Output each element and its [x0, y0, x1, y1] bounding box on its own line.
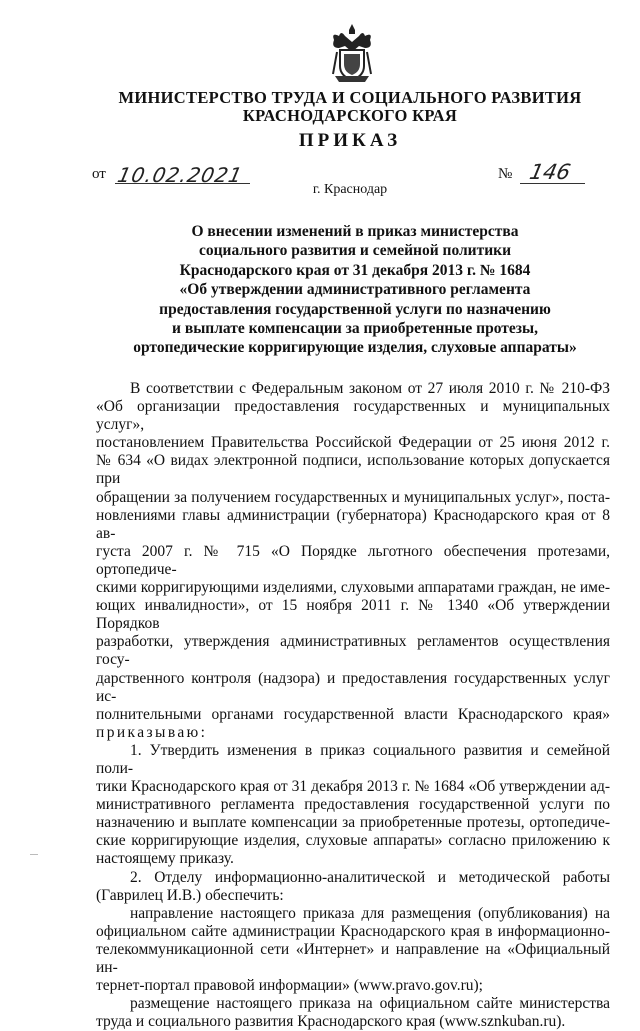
ministry-name-line2: КРАСНОДАРСКОГО КРАЯ: [242, 106, 458, 125]
document-type-heading: ПРИКАЗ: [298, 130, 402, 151]
body-line: обращении за получением государственных и муниципальных услуг», поста-: [96, 488, 610, 506]
ministry-name-line1: МИНИСТЕРСТВО ТРУДА И СОЦИАЛЬНОГО РАЗВИТИЯ: [118, 88, 582, 107]
scan-margin-mark: [30, 854, 38, 855]
document-body: [96, 380, 610, 1031]
body-line: В соответствии с Федеральным законом от 27 июля 2010 г. № 210-ФЗ: [130, 380, 610, 397]
body-line: телекоммуникационной сети «Интернет» и направление на «Официальный ин-: [96, 940, 610, 976]
body-line: новлениями главы администрации (губернатора) Краснодарского края от 8 ав-: [96, 506, 610, 542]
body-line: скими корригирующими изделиями, слуховыми аппаратами граждан, не име-: [96, 579, 610, 597]
body-line: направление настоящего приказа для размещения (опубликования) на: [130, 904, 610, 922]
body-line: (Гаврилец И.В.) обеспечить:: [96, 886, 284, 904]
title-line: предоставления государственной услуги по назначению: [159, 300, 551, 318]
body-line: постановлением Правительства Российской Федерации от 25 июня 2012 г.: [96, 434, 610, 452]
body-line: министративного регламента предоставления государственной услуги по: [96, 796, 610, 814]
body-line: дарственного контроля (надзора) и предоставления государственных услуг ис-: [96, 669, 610, 705]
body-line: труда и социального развития Краснодарского края (www.sznkuban.ru).: [96, 1013, 566, 1031]
body-line: «Об организации предоставления государственных и муниципальных услуг»,: [96, 398, 610, 434]
body-line: 1. Утвердить изменения в приказ социального развития и семейной поли-: [96, 741, 610, 777]
body-line: тики Краснодарского края от 31 декабря 2013 г. № 1684 «Об утверждении ад-: [96, 778, 610, 796]
body-line: ские корригирующие изделия, слуховые аппараты» согласно приложению к: [96, 832, 610, 850]
body-line: ющих инвалидности», от 15 ноября 2011 г. № 1340 «Об утверждении Порядков: [96, 597, 610, 633]
body-line: полнительными органами государственной власти Краснодарского края»: [96, 705, 610, 723]
order-word: приказываю:: [96, 723, 208, 741]
body-line: 2. Отделу информационно-аналитической и методической работы: [130, 868, 610, 886]
document-title: [100, 222, 610, 358]
title-line: ортопедические корригирующие изделия, слуховые аппараты»: [133, 339, 577, 357]
coat-of-arms-emblem: [329, 22, 375, 84]
body-line: густа 2007 г. № 715 «О Порядке льготного обеспечения протезами, ортопедиче-: [96, 542, 610, 578]
body-line: тернет-портал правовой информации» (www.pravo.gov.ru);: [96, 977, 483, 995]
title-line: О внесении изменений в приказ министерства: [191, 223, 519, 240]
title-line: и выплате компенсации за приобретенные протезы,: [172, 320, 538, 338]
number-prefix: №: [498, 166, 513, 182]
body-line: разработки, утверждения административных регламентов осуществления госу-: [96, 633, 610, 669]
body-line: настоящему приказу.: [96, 850, 234, 868]
title-line: «Об утверждении административного регламента: [179, 281, 531, 299]
body-line: назначению и выплате компенсации за приобретенные протезы, ортопедиче-: [96, 814, 610, 832]
handwritten-number: 146: [527, 160, 573, 184]
date-prefix: от: [92, 166, 106, 182]
title-line: социального развития и семейной политики: [198, 242, 512, 260]
body-line: № 634 «О видах электронной подписи, использование которых допускается при: [96, 452, 610, 488]
body-line: официальном сайте администрации Краснодарского края в информационно-: [96, 922, 610, 940]
title-line: Краснодарского края от 31 декабря 2013 г. № 1684: [179, 261, 531, 279]
city-label: г. Краснодар: [312, 182, 388, 197]
handwritten-date: 10.02.2021: [115, 163, 246, 187]
body-line: размещение настоящего приказа на официальном сайте министерства: [130, 995, 610, 1013]
